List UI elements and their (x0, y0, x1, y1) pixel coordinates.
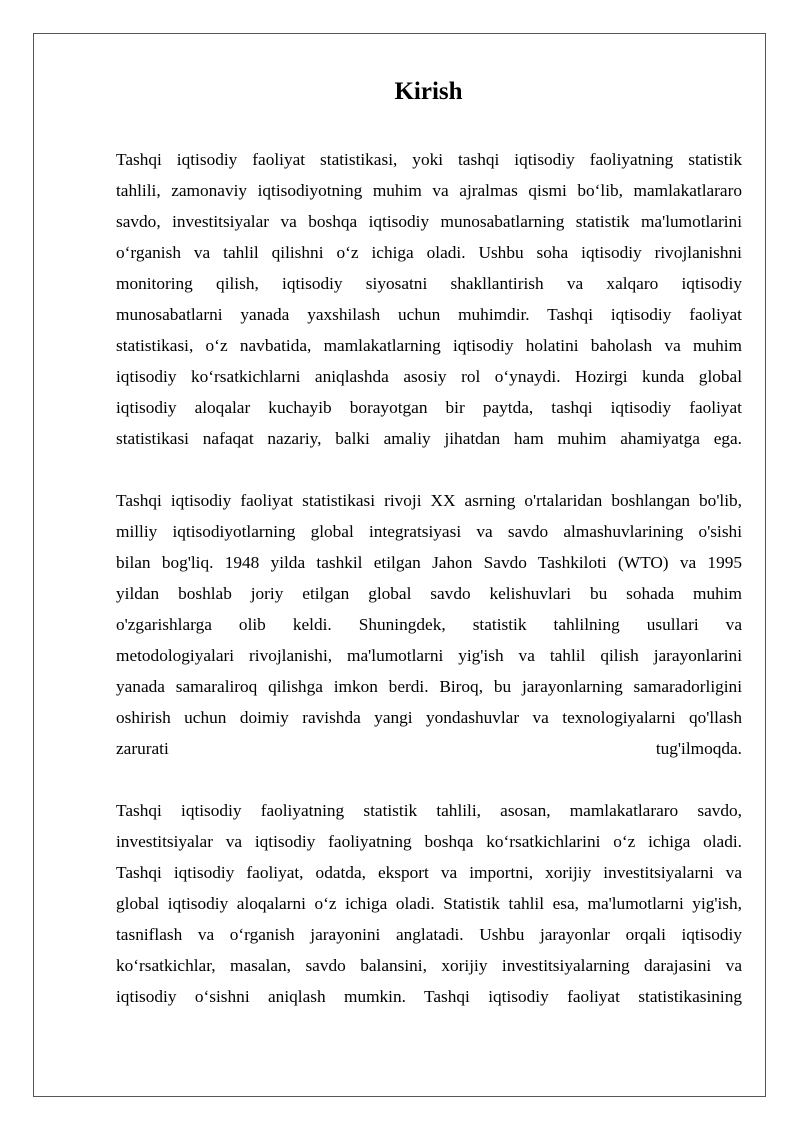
paragraph-line: Tashqi iqtisodiy faoliyatning statistik tahlili, asosan, mamlakatlararo savdo, (116, 801, 742, 820)
document-body (116, 144, 742, 1043)
paragraph-line: tahlili, zamonaviy iqtisodiyotning muhim va ajralmas qismi bo‘lib, mamlakatlararo (116, 181, 742, 200)
paragraph-1 (116, 144, 742, 454)
paragraph-line: ko‘rsatkichlar, masalan, savdo balansini, xorijiy investitsiyalarning darajasini va (116, 956, 742, 975)
paragraph-line: metodologiyalari rivojlanishi, ma'lumotlarni yig'ish va tahlil qilish jarayonlarini (116, 646, 742, 665)
paragraph-line: zarurati tug'ilmoqda. (116, 739, 742, 758)
paragraph-line: savdo, investitsiyalar va boshqa iqtisodiy munosabatlarning statistik ma'lumotlarini (116, 212, 742, 231)
paragraph-line: iqtisodiy o‘sishni aniqlash mumkin. Tashqi iqtisodiy faoliyat statistikasining (116, 987, 742, 1006)
paragraph-line: o'zgarishlarga olib keldi. Shuningdek, statistik tahlilning usullari va (116, 615, 742, 634)
paragraph-line: statistikasi, o‘z navbatida, mamlakatlarning iqtisodiy holatini baholash va muhim (116, 336, 742, 355)
paragraph-line: munosabatlarni yanada yaxshilash uchun muhimdir. Tashqi iqtisodiy faoliyat (116, 305, 742, 324)
paragraph-line: monitoring qilish, iqtisodiy siyosatni shakllantirish va xalqaro iqtisodiy (116, 274, 742, 293)
paragraph-line: investitsiyalar va iqtisodiy faoliyatning boshqa ko‘rsatkichlarini o‘z ichiga oladi. (116, 832, 742, 851)
paragraph-line: Tashqi iqtisodiy faoliyat, odatda, eksport va importni, xorijiy investitsiyalarni va (116, 863, 742, 882)
paragraph-line: Tashqi iqtisodiy faoliyat statistikasi rivoji XX asrning o'rtalaridan boshlangan bo'lib, (116, 491, 742, 510)
paragraph-line: yanada samaraliroq qilishga imkon berdi. Biroq, bu jarayonlarning samaradorligini (116, 677, 742, 696)
paragraph-line: iqtisodiy ko‘rsatkichlarni aniqlashda asosiy rol o‘ynaydi. Hozirgi kunda global (116, 367, 742, 386)
paragraph-line: bilan bog'liq. 1948 yilda tashkil etilgan Jahon Savdo Tashkiloti (WTO) va 1995 (116, 553, 742, 572)
paragraph-line: yildan boshlab joriy etilgan global savdo kelishuvlari bu sohada muhim (116, 584, 742, 603)
paragraph-2 (116, 485, 742, 764)
paragraph-line: oshirish uchun doimiy ravishda yangi yondashuvlar va texnologiyalarni qo'llash (116, 708, 742, 727)
paragraph-line: o‘rganish va tahlil qilishni o‘z ichiga oladi. Ushbu soha iqtisodiy rivojlanishni (116, 243, 742, 262)
paragraph-line: global iqtisodiy aloqalarni o‘z ichiga oladi. Statistik tahlil esa, ma'lumotlarni yig'ish, (116, 894, 742, 913)
paragraph-3 (116, 795, 742, 1012)
page-title: Kirish (394, 78, 463, 105)
paragraph-line: milliy iqtisodiyotlarning global integratsiyasi va savdo almashuvlarining o'sishi (116, 522, 742, 541)
paragraph-line: Tashqi iqtisodiy faoliyat statistikasi, yoki tashqi iqtisodiy faoliyatning statistik (116, 150, 742, 169)
paragraph-line: iqtisodiy aloqalar kuchayib borayotgan bir paytda, tashqi iqtisodiy faoliyat (116, 398, 742, 417)
paragraph-line: statistikasi nafaqat nazariy, balki amaliy jihatdan ham muhim ahamiyatga ega. (116, 429, 742, 448)
paragraph-line: tasniflash va o‘rganish jarayonini anglatadi. Ushbu jarayonlar orqali iqtisodiy (116, 925, 742, 944)
